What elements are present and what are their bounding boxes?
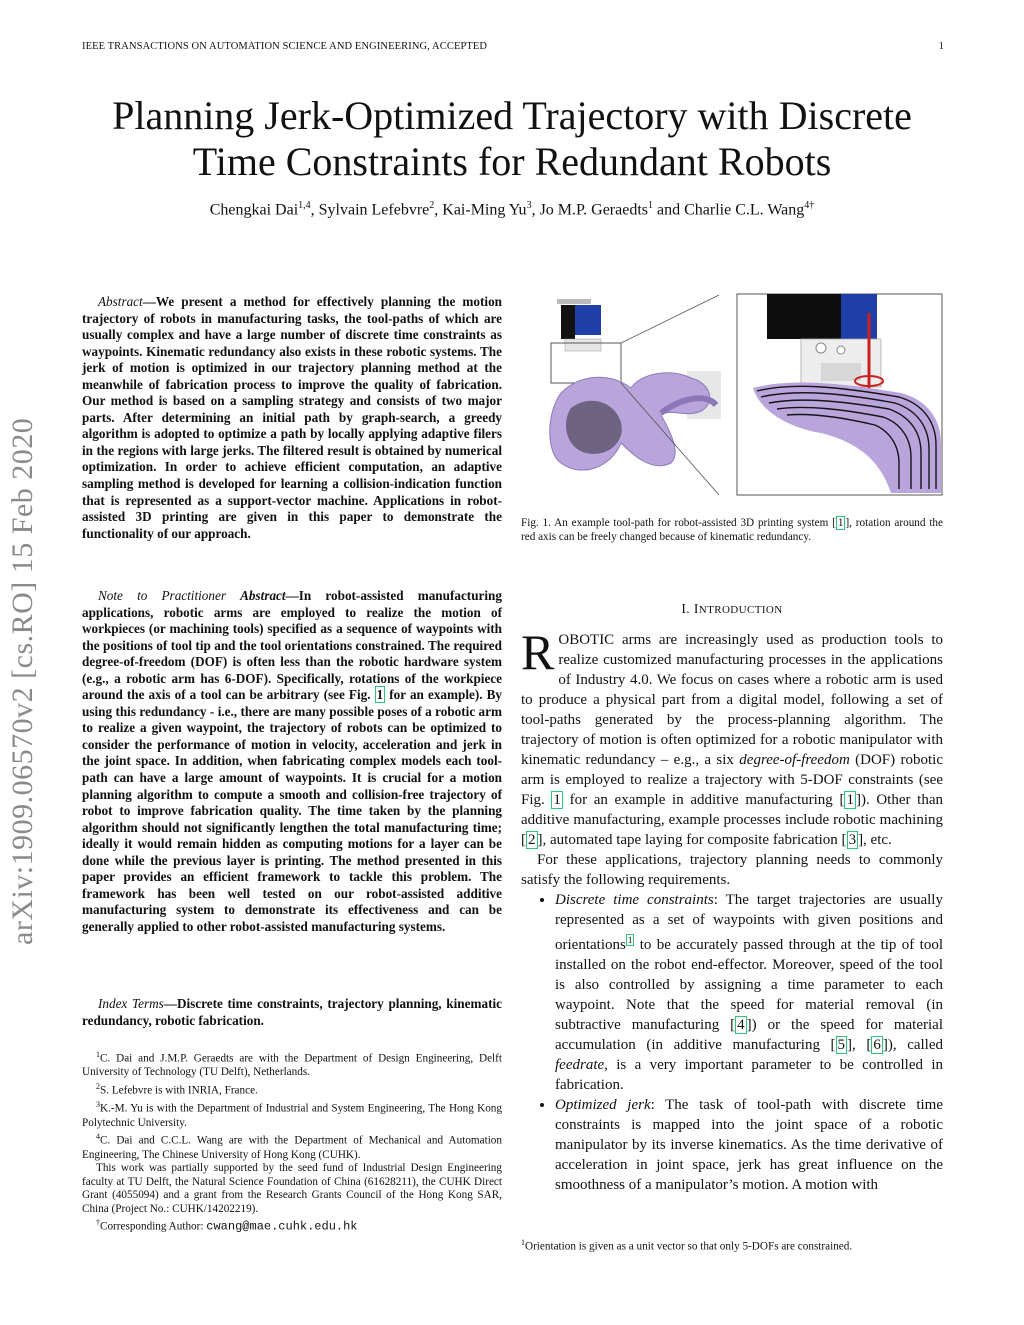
author-name: and Charlie C.L. Wang (653, 201, 805, 219)
section-title-rest: NTRODUCTION (698, 604, 783, 616)
zoom-connector (621, 295, 719, 343)
footnote-marker: 4 (96, 1132, 100, 1142)
citation-link[interactable]: 1 (837, 517, 844, 529)
footnote-marker: 1 (96, 1050, 100, 1059)
title-line-2: Time Constraints for Redundant Robots (192, 139, 832, 184)
figure-caption (521, 517, 943, 544)
figure-illustration (521, 293, 943, 499)
footnote-text: C. Dai and C.C.L. Wang are with the Department of Mechanical and Automation Engineering, The Chinese University of Hong Kong (CUHK). (82, 1134, 502, 1161)
author-affiliation: 1 (648, 200, 653, 211)
text-run: , is a very important parameter to be controlled in fabrication. (555, 1057, 943, 1093)
index-terms-label: Index Terms (98, 996, 164, 1011)
footnote (82, 1080, 502, 1098)
citation-link[interactable]: 5 (837, 1037, 846, 1053)
footnote-marker: 3 (96, 1100, 100, 1110)
arxiv-watermark: arXiv:1909.06570v2 [cs.RO] 15 Feb 2020 (6, 417, 39, 945)
list-item (555, 890, 943, 1095)
footnote-marker: † (96, 1218, 100, 1228)
paper-title (60, 93, 964, 185)
figure-reference-link[interactable]: 1 (376, 687, 384, 703)
text-run: (DOF) robotic arm is employed to realize a trajectory with 5-DOF constraints (see Fig. (521, 752, 943, 808)
practitioner-text: for an example). By using this redundancy - i.e., there are many possible poses of a robotic arm to realize a given waypoint, the trajectory of robots can be optimized to consider the performance of motion in velocity, acceleration and jerk in the joint space. In addition, when fabricating complex models each tool-path can have a large amount of waypoints. It is crucial for a motion planning algorithm to compute a smooth and collision-free trajectory of robot to improve fabrication quality. The time taken by the planning algorithm should not significantly lengthen the total manufacturing time; ideally it would remain hidden as computing motions for a layer can be done while the previous layer is printing. The method presented in this paper provides an efficient framework to tackle this problem. The framework has been well tested on our robot-assisted additive manufacturing system to demonstrate its effectiveness and can be generally applied to other robot-assisted manufacturing systems. (82, 687, 503, 934)
abstract (82, 294, 502, 542)
citation-link[interactable]: 2 (528, 832, 536, 848)
footnote-text: C. Dai and J.M.P. Geraedts are with the Department of Design Engineering, Delft University of Technology (TU Delft), Netherlands. (82, 1052, 502, 1079)
author-affiliation: 3 (526, 200, 532, 211)
citation-link[interactable]: 3 (848, 832, 857, 848)
author-name: , Jo M.P. Geraedts (531, 201, 648, 219)
corresponding-author (82, 1216, 502, 1234)
note-to-practitioner (82, 588, 502, 935)
footnote-text: K.-M. Yu is with the Department of Industrial and System Engineering, The Hong Kong Polytechnic University. (82, 1102, 502, 1129)
figure-1 (521, 293, 943, 499)
footnote (82, 1048, 502, 1080)
practitioner-text: —In robot-assisted manufacturing applications, robotic arms are employed to realize the motion of workpieces (or machining tools) specified as a sequence of waypoints with the positions of tool tip and the tool orientations constrained. The required degree-of-freedom (DOF) is often less than the robotic hardware system (e.g., a robotic arm has 6-DOF). Specifically, rotations of the workpiece around the axis of a tool can be arbitrary (see Fig. (82, 588, 502, 703)
paragraph (521, 624, 943, 850)
author-affiliation: 1,4 (298, 200, 311, 211)
title-line-1: Planning Jerk-Optimized Trajectory with Discrete (112, 93, 912, 138)
footnote-link[interactable]: 1 (627, 935, 633, 945)
orientation-footnote (521, 1238, 943, 1253)
figure-reference-link[interactable]: 1 (553, 792, 561, 808)
author-name: Chengkai Dai (209, 201, 299, 219)
text-run: : The target trajectories are usually represented as a set of waypoints with given positions and orientations (555, 892, 943, 953)
section-title-initial: I (693, 601, 699, 616)
caption-text: An example tool-path for robot-assisted 3D printing system [ (550, 517, 836, 529)
text-run: feedrate (555, 1057, 605, 1073)
footnote-text: Orientation is given as a unit vector so that only 5-DOFs are constrained. (525, 1240, 853, 1253)
journal-name: IEEE TRANSACTIONS ON AUTOMATION SCIENCE AND ENGINEERING, ACCEPTED (82, 41, 488, 52)
list-item (555, 1095, 943, 1195)
section-number: I. (681, 601, 694, 616)
text-run: OBOTIC (558, 632, 615, 648)
section-heading (521, 601, 943, 617)
abstract-label: Abstract (98, 294, 143, 309)
list-item-title: Optimized jerk (555, 1097, 651, 1113)
text-run: ]), called (882, 1037, 943, 1053)
text-run: ]). Other than additive manufacturing, example processes include robotic machining [ (521, 792, 943, 848)
citation-link[interactable]: 4 (737, 1017, 745, 1033)
text-run: ], [ (847, 1037, 872, 1053)
footnote-marker: 2 (96, 1081, 100, 1091)
index-terms (82, 996, 502, 1029)
text-run: arms are increasingly used as production tools to realize customized manufacturing processes in the applications of Industry 4.0. We focus on cases where a robotic arm is used to produce a physical part from a digital model, following a set of tool-paths generated by the process-planning algorithm. The trajectory of motion is often optimized for a robotic manipulator with kinematic redundancy – e.g., a six (521, 632, 943, 768)
abstract-text: —We present a method for effectively planning the motion trajectory of robots in manufacturing tasks, the tool-paths of which are usually complex and have a large number of discrete time constraints as waypoints. Kinematic redundancy also exists in these robotic systems. The jerk of motion is optimized in our trajectory planning method at the meanwhile of fabrication process to improve the quality of fabrication. Our method is based on a sampling strategy and consists of two major parts. After determining an initial path by graph-search, a greedy algorithm is adopted to optimize a path by locally applying adaptive filers in the regions with large jerks. The filtered result is obtained by numerical optimization. In order to achieve efficient computation, an adaptive sampling method is developed for learning a collision-indication function that is represented as a support-vector machine. Applications in robot-assisted 3D printing are given in this paper to demonstrate the functionality of our approach. (82, 294, 502, 541)
author-name: , Sylvain Lefebvre (310, 201, 430, 219)
citation-link[interactable]: 6 (873, 1037, 881, 1053)
text-run: ], etc. (858, 832, 892, 848)
caption-text: ], rotation around the red axis can be freely changed because of kinematic redundancy. (521, 517, 943, 543)
text-run: ]) or the speed for material accumulation (in additive manufacturing [ (555, 1017, 943, 1053)
author-list (60, 200, 964, 219)
bunny-model (550, 371, 721, 470)
text-run: degree-of-freedom (739, 752, 850, 768)
requirements-list (521, 890, 943, 1195)
author-affiliation: 4† (804, 200, 815, 211)
text-run: to be accurately passed through at the tip of tool installed on the robot end-effector. Moreover, speed of the tool is also controlled by assigning a time parameter to each waypoint. Note that the speed for material removal (in subtractive manufacturing [ (555, 937, 943, 1033)
text-run: ], automated tape laying for composite fabrication [ (537, 832, 847, 848)
citation-link[interactable]: 1 (846, 792, 854, 808)
page-number: 1 (938, 41, 944, 52)
introduction-text (521, 624, 944, 1195)
caption-label: Fig. 1. (521, 517, 551, 529)
author-name: , Kai-Ming Yu (434, 201, 527, 219)
list-item-title: Discrete time constraints (555, 892, 714, 908)
footnote (82, 1130, 502, 1162)
text-run: : The task of tool-path with discrete time constraints is mapped into the joint space of a robotic manipulator by its inverse kinematics. As the time derivative of acceleration in joint space, jerk has great influence on the smoothness of a manipulator’s motion. A motion with (555, 1097, 944, 1193)
text-run: for an example in additive manufacturing [ (562, 792, 845, 808)
index-terms-text: —Discrete time constraints, trajectory planning, kinematic redundancy, robotic fabrication. (82, 996, 502, 1028)
email-link[interactable]: cwang@mae.cuhk.edu.hk (206, 1220, 358, 1235)
author-affiliation: 2 (429, 200, 435, 211)
paragraph: For these applications, trajectory planning needs to commonly satisfy the following requirements. (521, 852, 943, 888)
running-header (82, 41, 944, 52)
drop-cap: R (521, 624, 555, 680)
footnote-text: S. Lefebvre is with INRIA, France. (100, 1084, 258, 1097)
footnote (82, 1098, 502, 1130)
funding-note: This work was partially supported by the seed fund of Industrial Design Engineering faculty at TU Delft, the Natural Science Foundation of China (61628211), the CUHK Direct Grant (4055094) and a grant from the Research Grants Council of the Hong Kong SAR, China (Project No.: CUHK/14202219). (82, 1162, 502, 1215)
footnote-text: Corresponding Author: (100, 1221, 207, 1234)
practitioner-label: Note to Practitioner (98, 588, 241, 603)
footnote-marker: 1 (521, 1238, 525, 1247)
practitioner-label-abstract: Abstract (240, 588, 286, 603)
affiliation-footnotes (82, 1048, 502, 1235)
